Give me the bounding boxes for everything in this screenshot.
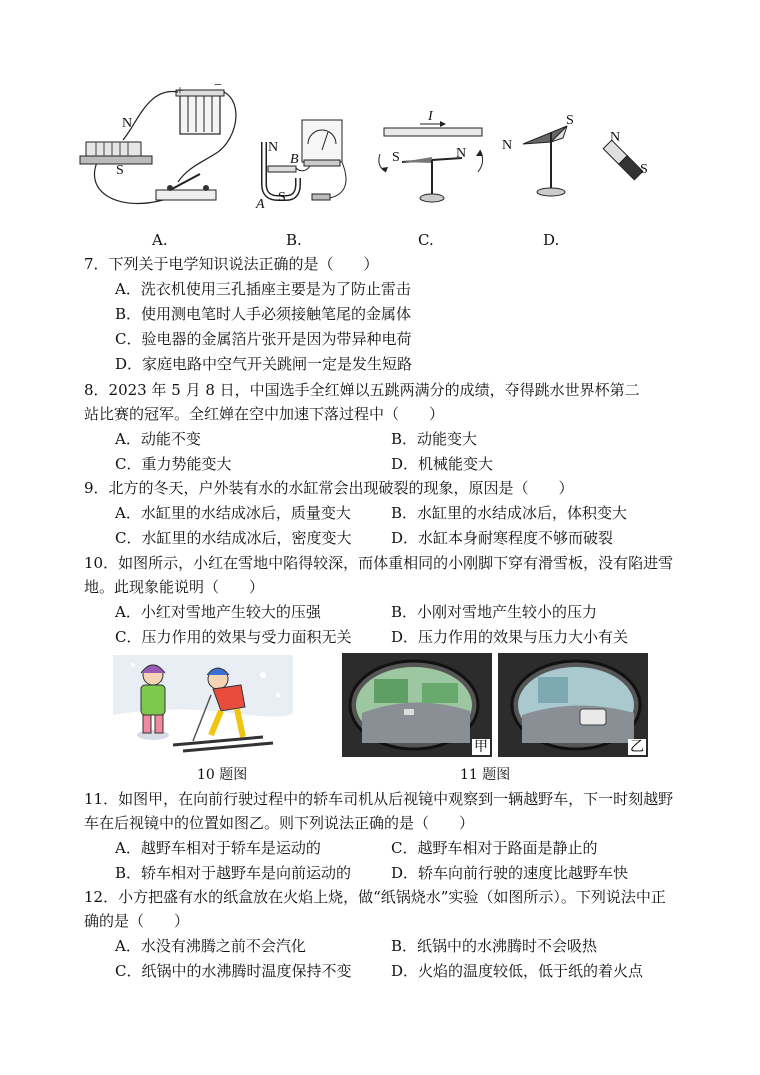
figure-c-wire-compass [372,110,492,210]
q10-option-c: C．压力作用的效果与受力面积无关 [115,628,352,646]
q7-option-c: C．验电器的金属箔片张开是因为带异种电荷 [115,330,412,348]
q12-option-a: A．水没有沸腾之前不会汽化 [115,937,306,955]
q6-figure-row [0,0,760,250]
q10-stem-line2: 地。此现象能说明（ ） [84,578,265,596]
q10-stem-line1: 10．如图所示，小红在雪地中陷得较深，而体重相同的小刚脚下穿有滑雪板，没有陷进雪 [84,554,674,572]
figure-c-current-label: I [428,109,433,124]
figure-b-b-label: B [290,152,299,167]
figure-10-snow-illustration [113,655,293,757]
q11-option-a: A．越野车相对于轿车是运动的 [115,839,321,857]
q9-stem: 9．北方的冬天，户外装有水的水缸常会出现破裂的现象，原因是（ ） [84,479,574,497]
q8-option-d: D．机械能变大 [391,455,494,473]
figure-a-s-label: S [116,163,124,178]
q12-stem-line1: 12．小方把盛有水的纸盒放在火焰上烧，做“纸锅烧水”实验（如图所示）。下列说法中正 [84,888,666,906]
figure-b-s-label: S [278,190,286,205]
q8-stem-line1: 8．2023 年 5 月 8 日，中国选手全红婵以五跳两满分的成绩，夺得跳水世界杯第二 [84,381,640,399]
figure-d-needle-magnet [505,120,665,200]
q8-option-c: C．重力势能变大 [115,455,232,473]
figure-label-c: C. [418,231,434,249]
q7-stem: 7．下列关于电学知识说法正确的是（ ） [84,255,379,273]
figure-a-plus-label: + [176,84,184,99]
q8-stem-line2: 站比赛的冠军。全红婵在空中加速下落过程中（ ） [84,405,445,423]
q12-option-c: C．纸锅中的水沸腾时温度保持不变 [115,962,352,980]
q11-option-d: D．轿车向前行驶的速度比越野车快 [391,864,629,882]
figure-11-tag-jia: 甲 [474,739,488,755]
figure-b-a-label: A [256,197,265,212]
figure-label-d: D. [543,231,560,249]
figure-a-n-label: N [122,116,133,131]
q7-option-b: B．使用测电笔时人手必须接触笔尾的金属体 [115,305,412,323]
q11-option-b: B．轿车相对于越野车是向前运动的 [115,864,352,882]
q9-option-d: D．水缸本身耐寒程度不够而破裂 [391,529,614,547]
figure-label-b: B. [286,231,302,249]
q7-option-a: A．洗衣机使用三孔插座主要是为了防止雷击 [115,280,411,298]
q8-option-a: A．动能不变 [115,430,201,448]
q9-option-a: A．水缸里的水结成冰后，质量变大 [115,504,351,522]
figure-b-galvanometer-setup [250,112,360,212]
figure-10-caption: 10 题图 [197,767,248,783]
q9-option-b: B．水缸里的水结成冰后，体积变大 [391,504,628,522]
q11-stem-line1: 11．如图甲，在向前行驶过程中的轿车司机从后视镜中观察到一辆越野车，下一时刻越野 [84,790,674,808]
figure-11-tag-yi: 乙 [630,739,644,755]
q12-stem-line2: 确的是（ ） [84,912,190,930]
figure-11-mirror-photo-yi [498,653,648,757]
figure-b-n-label: N [268,140,279,155]
figure-a-electromagnet-circuit [78,82,248,217]
q12-option-d: D．火焰的温度较低，低于纸的着火点 [391,962,644,980]
figure-d-magnet-s-label: S [640,162,648,177]
figure-label-a: A. [152,231,168,249]
figure-d-magnet-n-label: N [610,130,621,145]
q12-option-b: B．纸锅中的水沸腾时不会吸热 [391,937,598,955]
q11-option-c: C．越野车相对于路面是静止的 [391,839,598,857]
q10-option-b: B．小刚对雪地产生较小的压力 [391,603,598,621]
q11-stem-line2: 车在后视镜中的位置如图乙。则下列说法正确的是（ ） [84,814,475,832]
q8-option-b: B．动能变大 [391,430,478,448]
q7-option-d: D．家庭电路中空气开关跳闸一定是发生短路 [115,355,413,373]
figure-11-mirror-photo-jia [342,653,492,757]
q10-option-d: D．压力作用的效果与压力大小有关 [391,628,629,646]
figure-d-s-label: S [566,113,574,128]
q10-option-a: A．小红对雪地产生较大的压强 [115,603,321,621]
figure-11-caption: 11 题图 [460,767,511,783]
figure-a-minus-label: − [214,78,222,93]
figure-d-n-label: N [502,138,513,153]
figure-c-s-label: S [392,150,400,165]
q9-option-c: C．水缸里的水结成冰后，密度变大 [115,529,352,547]
figure-c-n-label: N [456,146,467,161]
